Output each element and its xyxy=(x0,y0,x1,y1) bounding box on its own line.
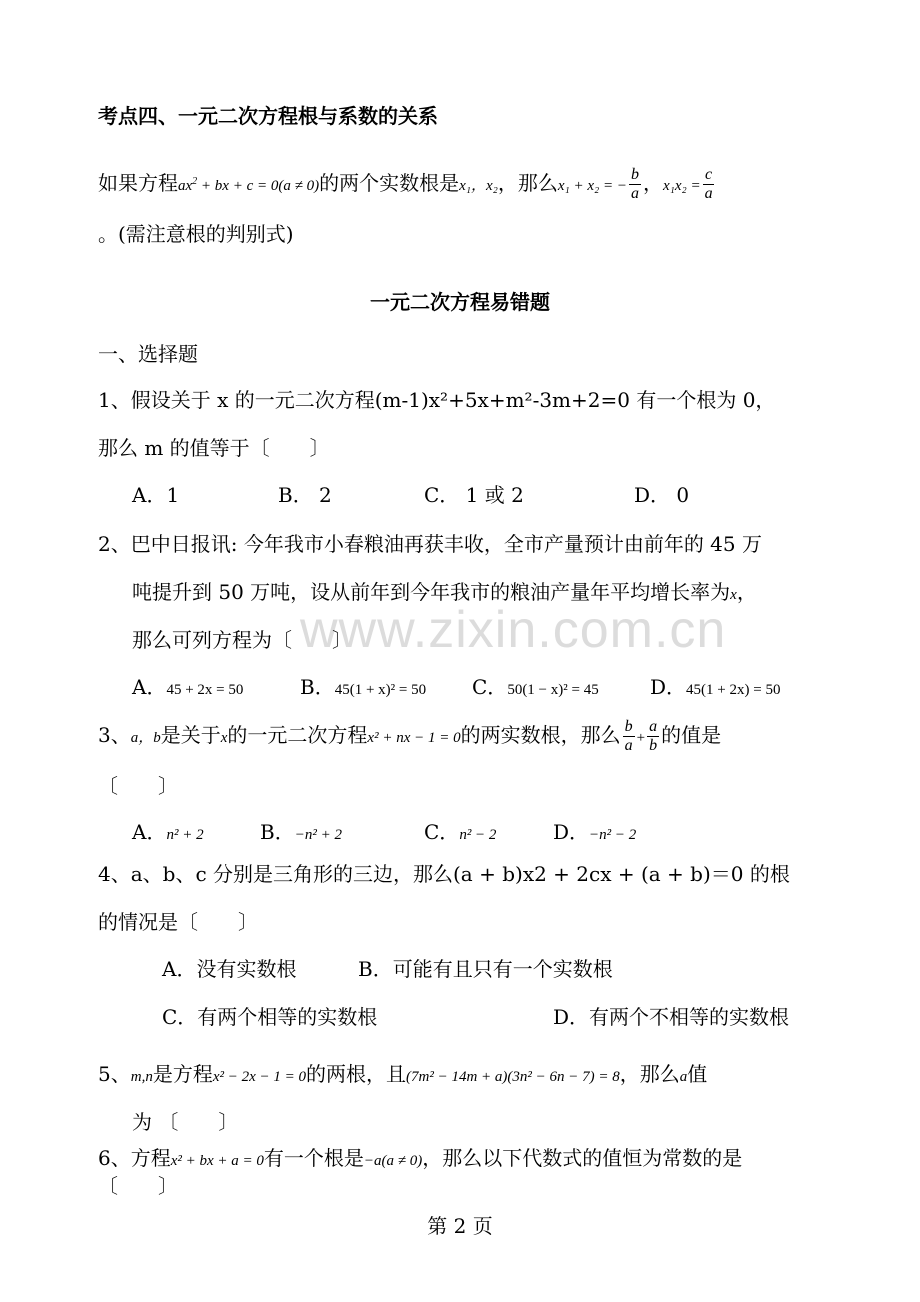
q2-option-d: D．45(1 + 2x) = 50 xyxy=(650,675,781,699)
page-footer: 第 2 页 xyxy=(427,1214,493,1238)
intro-note: 。(需注意根的判别式) xyxy=(98,222,294,246)
q2-line1: 2、巴中日报讯: 今年我市小春粮油再获丰收，全市产量预计由前年的 45 万 xyxy=(98,532,762,556)
section-heading: 考点四、一元二次方程根与系数的关系 xyxy=(98,104,438,128)
product-fraction: $\frac{c}{a}$ xyxy=(704,166,713,202)
product-formula: x₁x₂ = xyxy=(662,178,701,194)
q5-line1: 5、m,n是方程x² − 2x − 1 = 0的两根，且(7m² − 14m + a)(3n² − 6n − 7) = 8，那么a值 xyxy=(98,1062,708,1086)
intro-separator: ， xyxy=(642,171,663,195)
q4-option-c: C．有两个相等的实数根 xyxy=(162,1005,378,1029)
q3-option-d: D．−n² − 2 xyxy=(553,820,637,844)
intro-line xyxy=(98,166,717,203)
q5-condition: (7m² − 14m + a)(3n² − 6n − 7) = 8 xyxy=(406,1069,620,1085)
q1-option-d: D． 0 xyxy=(634,483,690,507)
q3-fraction-2: $\frac{a}{b}$ xyxy=(649,718,658,754)
q5-line2: 为 〔 〕 xyxy=(132,1110,239,1134)
intro-roots: x₁，x₂ xyxy=(459,178,498,194)
q2-option-b: B．45(1 + x)² = 50 xyxy=(300,675,427,699)
q1-line1: 1、假设关于 x 的一元二次方程(m-1)x²+5x+m²-3m+2=0 有一个根为 0， xyxy=(98,388,776,412)
q2-option-c: C．50(1 − x)² = 45 xyxy=(472,675,599,699)
q1-option-a: A．1 xyxy=(132,483,180,507)
q3-vars: a，b xyxy=(130,730,161,746)
q2-option-a: A．45 + 2x = 50 xyxy=(132,675,244,699)
q3-option-b: B．−n² + 2 xyxy=(260,820,342,844)
q1-line2: 那么 m 的值等于〔 〕 xyxy=(98,436,330,460)
q6-equation: x² + bx + a = 0 xyxy=(170,1153,264,1169)
watermark: www.zixin.com.cn xyxy=(300,601,727,659)
q2-line3: 那么可列方程为〔 〕 xyxy=(132,628,352,652)
q3-option-c: C．n² − 2 xyxy=(424,820,497,844)
q3-fraction-1: $\frac{b}{a}$ xyxy=(624,718,633,754)
q3-line2: 〔 〕 xyxy=(98,774,178,798)
q4-option-b: B．可能有且只有一个实数根 xyxy=(358,957,613,981)
page-title: 一元二次方程易错题 xyxy=(370,290,550,314)
q3-option-a: A．n² + 2 xyxy=(132,820,204,844)
sum-fraction: $\frac{b}{a}$ xyxy=(630,166,639,202)
q4-line2: 的情况是〔 〕 xyxy=(98,910,258,934)
q2-variable: x xyxy=(730,587,737,603)
q4-option-a: A．没有实数根 xyxy=(162,957,297,981)
q3-equation: x² + nx − 1 = 0 xyxy=(367,730,461,746)
q6-root: −a(a ≠ 0) xyxy=(363,1153,423,1169)
intro-equation: $ax^2$ + bx + c = 0(a ≠ 0) xyxy=(178,176,320,194)
q1-option-b: B． 2 xyxy=(278,483,332,507)
intro-text-3: ，那么 xyxy=(497,171,558,195)
q1-option-c: C． 1 或 2 xyxy=(424,483,524,507)
q3-line1: 3、a，b是关于x的一元二次方程x² + nx − 1 = 0的两实数根，那么 $\frac{b}{a}$ + $\frac{a}{b}$ 的值是 xyxy=(98,718,722,754)
q5-equation: x² − 2x − 1 = 0 xyxy=(212,1069,307,1085)
intro-text-1: 如果方程 xyxy=(98,171,178,195)
q2-line2: 吨提升到 50 万吨，设从前年到今年我市的粮油产量年平均增长率为x， xyxy=(132,580,757,604)
q4-option-d: D．有两个不相等的实数根 xyxy=(553,1005,790,1029)
q6-line1: 6、方程x² + bx + a = 0有一个根是−a(a ≠ 0)，那么以下代数式的值恒为常数的是 xyxy=(98,1146,743,1170)
q4-line1: 4、a、b、c 分别是三角形的三边，那么(a + b)x2 + 2cx + (a + b)＝0 的根 xyxy=(98,862,790,886)
q6-line2: 〔 〕 xyxy=(98,1174,178,1198)
intro-text-2: 的两个实数根是 xyxy=(319,171,460,195)
part-heading: 一、选择题 xyxy=(98,342,198,366)
sum-formula: x₁ + x₂ = − xyxy=(557,178,627,194)
